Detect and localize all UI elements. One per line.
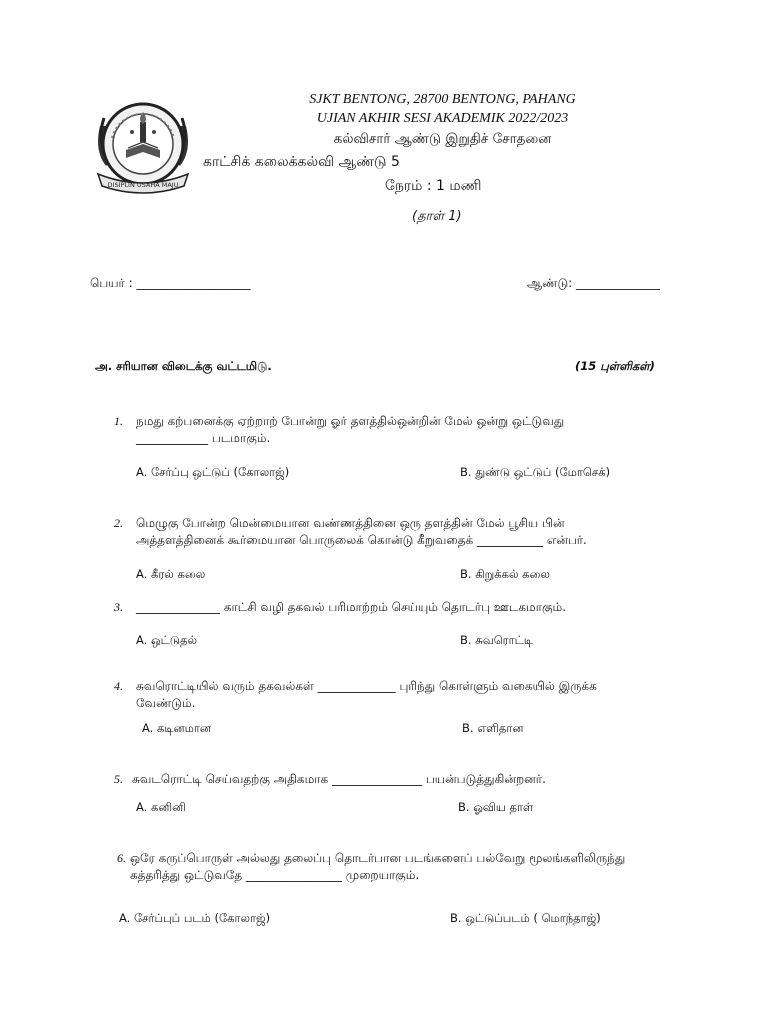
option-b[interactable]: B. எளிதான <box>462 721 524 735</box>
option-a[interactable]: A. ஒட்டுதல் <box>136 633 198 647</box>
question-number: 2. <box>114 516 123 530</box>
question-number: 1. <box>114 414 123 428</box>
question-text: கத்தரித்து ஒட்டுவதே ________________ முறையாகும். <box>130 868 420 882</box>
option-a[interactable]: A. கடினமான <box>142 721 212 735</box>
question-number: 5. <box>114 772 123 786</box>
question-number: 6. <box>117 851 126 865</box>
option-b[interactable]: B. ஒட்டுப்படம் ( மொந்தாஜ்) <box>450 911 601 925</box>
option-b[interactable]: B. சுவரொட்டி <box>460 633 533 647</box>
option-b[interactable]: B. துண்டு ஒட்டுப் (மோசெக்) <box>460 465 611 479</box>
exam-title: UJIAN AKHIR SESI AKADEMIK 2022/2023 <box>316 111 569 126</box>
question-text: வேண்டும். <box>136 696 196 710</box>
option-a[interactable]: A. சேர்ப்புப் படம் (கோலாஜ்) <box>119 911 271 925</box>
paper-number: (தாள் 1) <box>412 209 462 224</box>
question-text: சுவரொட்டியில் வரும் தகவல்கள் _____________ புரிந்து கொள்ளும் வகையில் இருக்க <box>136 679 597 693</box>
question-text: ____________ படமாகும். <box>136 431 271 445</box>
subject-line: காட்சிக் கலைக்கல்வி ஆண்டு 5 <box>203 154 400 170</box>
option-b[interactable]: B. கிறுக்கல் கலை <box>460 567 550 581</box>
section-title: அ. சரியான விடைக்கு வட்டமிடு. <box>95 359 272 373</box>
question-number: 3. <box>114 600 123 614</box>
question-text: ______________ காட்சி வழி தகவல் பரிமாற்றம் செய்யும் தொடர்பு ஊடகமாகும். <box>136 600 567 614</box>
question-text: நமது கற்பனைக்கு ஏற்றாற் போன்று ஓர் தளத்தில்ஒன்றின் மேல் ஒன்று ஒட்டுவது <box>136 414 565 428</box>
banner-text: DISIPLIN USAHA MAJU <box>107 181 179 189</box>
question-text: ஒரே கருப்பொருள் அல்லது தலைப்பு தொடர்பான படங்களைப் பல்வேறு மூலங்களிலிருந்து <box>130 851 626 865</box>
question-text: மெழுகு போன்ற மென்மையான வண்ணத்தினை ஒரு தளத்தின் மேல் பூசிய பின் <box>136 516 565 530</box>
question-text: சுவடரொட்டி செய்வதற்கு அதிகமாக _______________ பயன்படுத்துகின்றனர். <box>132 772 546 786</box>
exam-title-tamil: கல்விசார் ஆண்டு இறுதிச் சோதனை <box>333 131 552 147</box>
school-crest-icon <box>92 96 194 200</box>
option-a[interactable]: A. சேர்ப்பு ஒட்டுப் (கோலாஜ்) <box>136 465 290 479</box>
time-line: நேரம் : 1 மணி <box>385 178 482 194</box>
year-field: ஆண்டு: ______________ <box>527 276 661 290</box>
option-a[interactable]: A. கீரல் கலை <box>136 567 206 581</box>
question-number: 4. <box>114 679 123 693</box>
school-name: SJKT BENTONG, 28700 BENTONG, PAHANG <box>309 92 576 107</box>
option-b[interactable]: B. ஓவிய தாள் <box>458 800 534 814</box>
section-marks: (15 புள்ளிகள்) <box>575 359 655 373</box>
question-text: அத்தளத்தினைக் கூர்மையான பொருலைக் கொன்டு கீறுவதைக் ___________ என்பர். <box>136 533 587 547</box>
name-field: பெயர் : ___________________ <box>90 276 251 290</box>
option-a[interactable]: A. கனினி <box>136 800 186 814</box>
